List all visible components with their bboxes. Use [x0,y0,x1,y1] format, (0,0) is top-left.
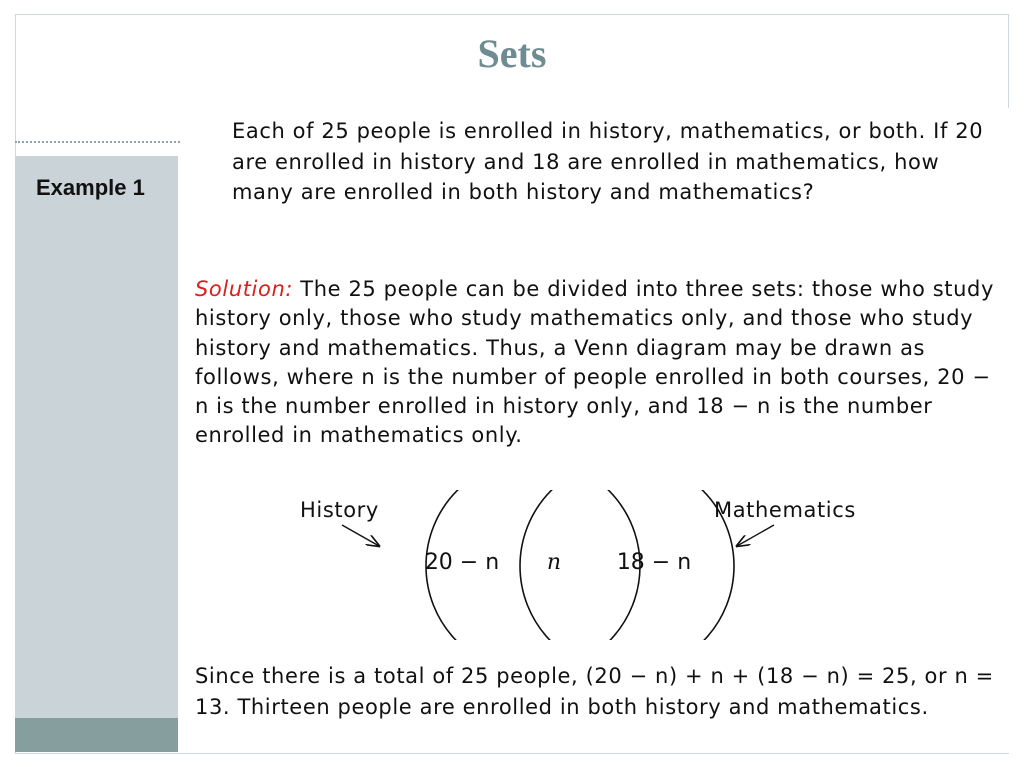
mathematics-set-label: Mathematics [714,498,856,522]
solution-body: The 25 people can be divided into three sets: those who study history only, those who study mathematics only, and those who study history and mathematics. Thus, a Venn diagram may be drawn as follows, where n is the number of people enrolled in both courses, 20 − n is the number enrolled in history only, and 18 − n is the number enrolled in mathematics only. [195,277,994,448]
slide-frame-bottom [15,753,1009,754]
solution-text [195,275,995,451]
mathematics-pointer-arrow [737,525,774,546]
slide-title: Sets [477,31,547,76]
problem-text: Each of 25 people is enrolled in history, mathematics, or both. If 20 are enrolled in history and 18 are enrolled in mathematics, how many are enrolled in both history and mathematics? [232,119,984,204]
example-label: Example 1 [36,175,145,200]
conclusion-text: Since there is a total of 25 people, (20 − n) + n + (18 − n) = 25, or n = 13. Thirteen people are enrolled in both history and mathematics. [195,664,994,719]
history-set-label: History [300,498,379,522]
sidebar-footer-band [15,718,178,752]
venn-diagram [290,490,910,640]
sidebar-panel [15,156,178,718]
history-pointer-arrow [342,525,379,546]
intersection-region-label: n [546,550,562,575]
history-only-region-label: 20 − n [424,550,500,575]
mathematics-only-region-label: 18 − n [616,550,692,575]
dotted-divider [15,141,180,143]
solution-label: Solution: [195,277,294,301]
slide-frame-top [15,14,1009,15]
